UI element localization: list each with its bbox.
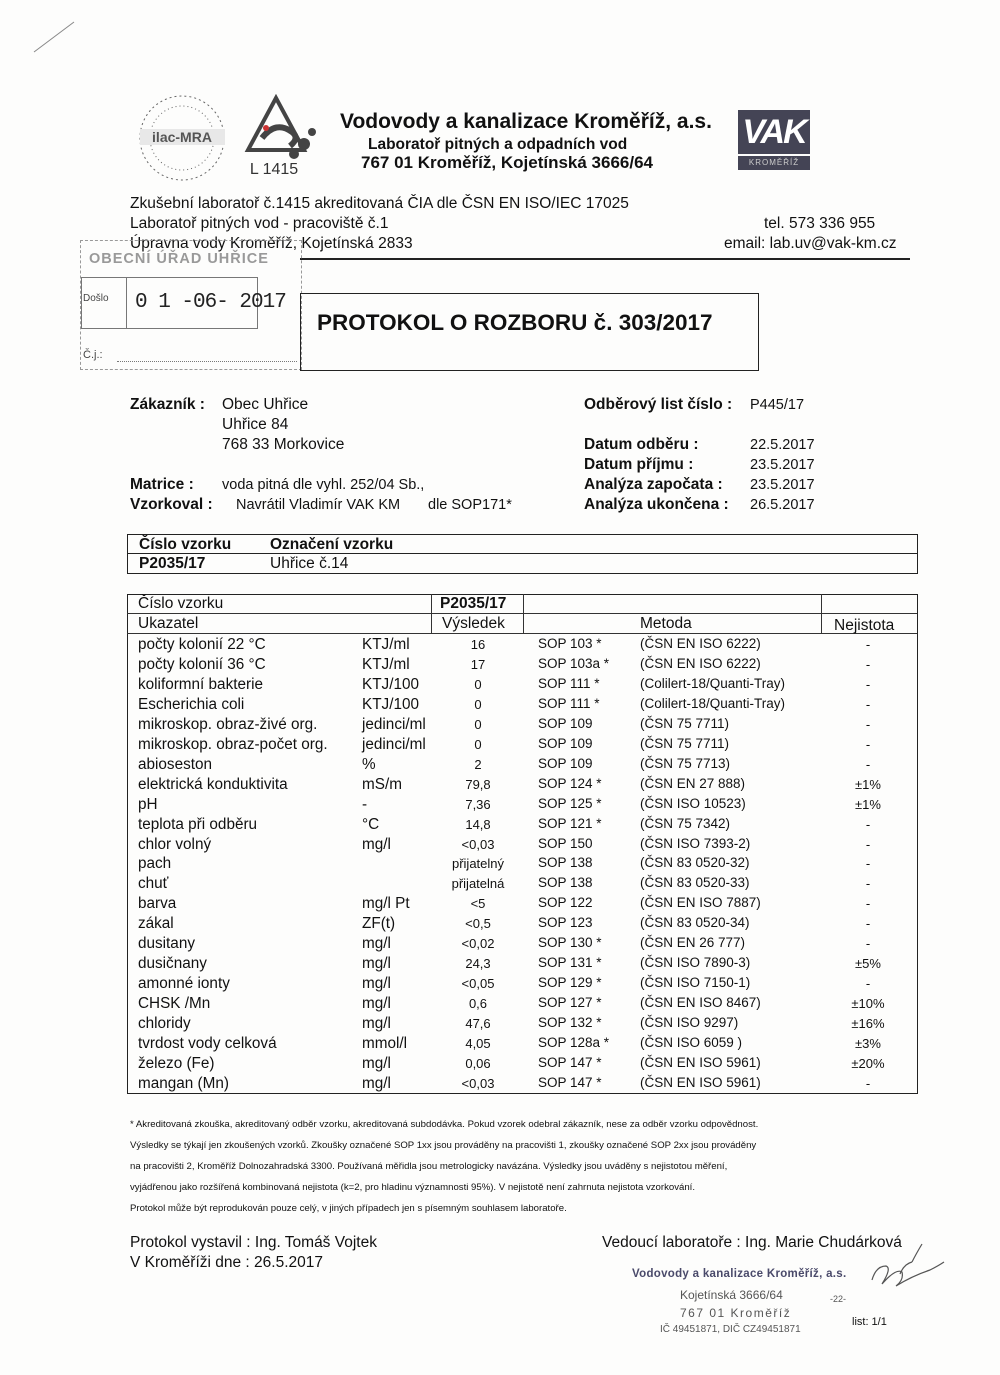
indicator-unit: mg/l — [362, 975, 391, 993]
method-standard: (ČSN EN 26 777) — [640, 935, 746, 951]
received-stamp — [80, 240, 302, 370]
method-sop: SOP 127 * — [538, 995, 602, 1011]
footnotes — [130, 1114, 910, 1219]
method-standard: (ČSN EN 27 888) — [640, 775, 746, 791]
table-row — [127, 794, 917, 814]
ilac-mra-logo — [130, 92, 235, 184]
result-value: <5 — [470, 896, 486, 912]
table-row — [127, 913, 917, 933]
company-address: 767 01 Kroměříž, Kojetínská 3666/64 — [361, 153, 653, 172]
lab-head: Vedoucí laboratoře : Ing. Marie Chudárková — [602, 1234, 902, 1251]
issued-at: V Kroměříži dne : 26.5.2017 — [130, 1254, 324, 1271]
result-value: 17 — [470, 656, 486, 672]
result-header: Výsledek — [442, 615, 505, 632]
table-row — [127, 973, 917, 993]
indicator-name: barva — [138, 895, 177, 913]
table-row — [127, 1033, 917, 1053]
indicator-unit: KTJ/ml — [362, 655, 410, 673]
result-value: 16 — [470, 637, 486, 652]
indicator-unit: jedinci/ml — [362, 735, 426, 753]
table-row — [127, 1013, 917, 1033]
analysis-start-value: 23.5.2017 — [750, 477, 815, 493]
ref-label: Č.j.: — [83, 349, 103, 361]
method-standard: (ČSN 83 0520-34) — [640, 915, 750, 931]
vak-logo — [738, 110, 810, 172]
lab-phone: tel. 573 336 955 — [764, 215, 876, 232]
indicator-name: CHSK /Mn — [138, 995, 211, 1013]
matrix-value: voda pitná dle vyhl. 252/04 Sb., — [222, 477, 425, 493]
indicator-name: elektrická konduktivita — [138, 775, 288, 793]
sample-label-header: Označení vzorku — [270, 536, 394, 553]
sampling-date-value: 22.5.2017 — [750, 437, 815, 453]
method-standard: (ČSN ISO 7393-2) — [640, 835, 751, 851]
table-row — [127, 774, 917, 794]
method-sop: SOP 125 * — [538, 795, 602, 811]
method-sop: SOP 124 * — [538, 775, 602, 791]
method-sop: SOP 121 * — [538, 815, 602, 831]
indicator-unit: mg/l — [362, 935, 391, 953]
method-sop: SOP 109 — [538, 755, 593, 771]
analysis-end-label: Analýza ukončena : — [584, 496, 729, 513]
company-name: Vodovody a kanalizace Kroměříž, a.s. — [340, 110, 712, 133]
method-sop: SOP 111 * — [538, 675, 600, 691]
sampled-by-label: Vzorkoval : — [130, 496, 213, 513]
table-row — [127, 814, 917, 834]
accreditation-logo — [236, 94, 336, 180]
table-row — [127, 654, 917, 674]
method-sop: SOP 150 — [538, 835, 593, 851]
pen-mark — [30, 18, 80, 58]
table-row — [127, 853, 917, 873]
method-sop: SOP 131 * — [538, 955, 602, 971]
sample-label: Uhřice č.14 — [270, 555, 349, 572]
ilac-logo-text: ilac-MRA — [152, 129, 212, 145]
uncertainty-value: - — [865, 656, 871, 672]
table-row — [127, 834, 917, 854]
uncertainty-value: - — [865, 736, 871, 752]
method-standard: (ČSN EN ISO 6222) — [640, 636, 761, 651]
footnote-line: Výsledky se týkají jen zkoušených vzorků. Zkoušky označené SOP 1xx jsou prováděny na pracovišti 1, zkoušky označené SOP 2xx jsou prováděny — [130, 1140, 757, 1151]
protocol-title: PROTOKOL O ROZBORU č. 303/2017 — [317, 310, 713, 335]
method-sop: SOP 123 — [538, 915, 593, 931]
indicator-name: amonné ionty — [138, 975, 230, 993]
method-standard: (ČSN ISO 6059 ) — [640, 1035, 743, 1050]
table-row — [127, 634, 917, 654]
table-row — [127, 953, 917, 973]
protocol-title-box — [300, 293, 759, 371]
sampling-sheet-value: P445/17 — [750, 397, 805, 413]
method-sop: SOP 130 * — [538, 935, 602, 951]
result-value: <0,03 — [461, 1075, 495, 1091]
uncertainty-value: ±1% — [855, 796, 881, 812]
method-standard: (ČSN 83 0520-32) — [640, 855, 750, 871]
footnote-line: Protokol může být reprodukován pouze celý, v jiných případech jen s písemným souhlasem laboratoře. — [130, 1203, 567, 1214]
office-name: OBECNÍ ÚŘAD UHŘICE — [89, 251, 269, 267]
result-value: 7,36 — [465, 796, 491, 812]
sampled-by-value: Navrátil Vladimír VAK KM — [236, 497, 401, 513]
receipt-date-value: 23.5.2017 — [750, 457, 815, 473]
lab-email: email: lab.uv@vak-km.cz — [724, 235, 897, 252]
indicator-name: dusičnany — [138, 955, 207, 973]
result-value: <0,05 — [461, 976, 495, 992]
uncertainty-value: ±1% — [855, 776, 881, 792]
method-standard: (ČSN EN ISO 5961) — [640, 1074, 761, 1090]
table-row — [127, 754, 917, 774]
method-sop: SOP 122 — [538, 895, 593, 911]
matrix-label: Matrice : — [130, 476, 194, 493]
indicator-unit: mg/l — [362, 1054, 391, 1072]
method-standard: (ČSN 83 0520-33) — [640, 875, 750, 891]
lab-name: Laboratoř pitných a odpadních vod — [368, 136, 628, 153]
table-row — [127, 1053, 917, 1073]
page-number: list: 1/1 — [852, 1316, 887, 1328]
sample-box — [127, 534, 918, 574]
customer-label: Zákazník : — [130, 396, 205, 413]
indicator-unit: KTJ/ml — [362, 636, 410, 653]
result-value: 0 — [474, 736, 482, 752]
company-stamp-line4: IČ 49451871, DIČ CZ49451871 — [660, 1324, 801, 1335]
sample-number-header: Číslo vzorku — [139, 536, 232, 553]
indicator-unit: mS/m — [362, 775, 402, 793]
result-value: 4,05 — [465, 1036, 491, 1051]
indicator-name: Escherichia coli — [138, 695, 245, 713]
uncertainty-value: - — [865, 696, 871, 712]
method-standard: (ČSN 75 7713) — [640, 755, 731, 771]
indicator-name: teplota při odběru — [138, 815, 258, 833]
method-sop: SOP 138 — [538, 875, 593, 891]
method-sop: SOP 147 * — [538, 1054, 602, 1070]
result-value: 47,6 — [465, 1016, 491, 1032]
company-stamp-code: -22- — [830, 1294, 847, 1304]
lab-accreditation-line: Zkušební laboratoř č.1415 akreditovaná ČIA dle ČSN EN ISO/IEC 17025 — [130, 195, 629, 212]
uncertainty-value: - — [865, 756, 871, 772]
result-value: přijatelná — [451, 876, 505, 892]
indicator-name: chlor volný — [138, 835, 212, 853]
issued-by: Protokol vystavil : Ing. Tomáš Vojtek — [130, 1234, 377, 1251]
indicator-unit: mmol/l — [362, 1035, 408, 1052]
accreditation-mark-text: L 1415 — [249, 161, 299, 178]
uncertainty-value: ±16% — [851, 1016, 885, 1032]
indicator-name: dusitany — [138, 935, 195, 953]
sampling-sheet-label: Odběrový list číslo : — [584, 396, 733, 413]
method-sop: SOP 147 * — [538, 1074, 602, 1090]
method-standard: (Colilert-18/Quanti-Tray) — [640, 675, 786, 691]
receipt-date-label: Datum příjmu : — [584, 456, 694, 473]
results-sample-number: P2035/17 — [440, 595, 507, 612]
method-sop: SOP 109 — [538, 735, 593, 751]
method-sop: SOP 109 — [538, 715, 593, 731]
sampled-by-sop: dle SOP171* — [428, 497, 512, 513]
indicator-name: chloridy — [138, 1015, 191, 1033]
indicator-header: Ukazatel — [138, 615, 199, 632]
uncertainty-header: Nejistota — [834, 617, 895, 634]
indicator-name: počty kolonií 36 °C — [138, 655, 266, 673]
result-value: 0 — [474, 676, 482, 692]
customer-name: Obec Uhřice — [222, 396, 309, 413]
indicator-unit: KTJ/100 — [362, 675, 419, 693]
customer-street: Uhřice 84 — [222, 416, 289, 433]
header-divider — [300, 258, 910, 260]
lab-workplace-line: Laboratoř pitných vod - pracoviště č.1 — [130, 215, 389, 232]
lab-address-line: Úpravna vody Kroměříž, Kojetínská 2833 — [130, 235, 413, 252]
result-value: 0 — [474, 716, 482, 732]
method-header: Metoda — [640, 615, 692, 632]
table-row — [127, 873, 917, 893]
method-sop: SOP 128a * — [538, 1035, 610, 1050]
indicator-unit: mg/l — [362, 1015, 391, 1033]
method-sop: SOP 111 * — [538, 695, 600, 711]
uncertainty-value: - — [865, 976, 871, 992]
indicator-unit: KTJ/100 — [362, 695, 419, 713]
footnote-line: * Akreditovaná zkouška, akreditovaný odběr vzorku, akreditovaná subdodávka. Pokud vzorek odebral zákazník, nese za odběr vzorku odpovědnost. — [130, 1119, 759, 1130]
analysis-end-value: 26.5.2017 — [750, 497, 815, 513]
uncertainty-value: - — [865, 916, 871, 932]
uncertainty-value: - — [865, 1075, 871, 1091]
indicator-unit: ZF(t) — [362, 915, 396, 933]
method-standard: (ČSN ISO 7890-3) — [640, 955, 751, 971]
company-stamp-line3: 767 01 Kroměříž — [680, 1306, 792, 1320]
table-row — [127, 1073, 917, 1093]
table-row — [127, 694, 917, 714]
indicator-unit: - — [362, 795, 368, 813]
analysis-start-label: Analýza započata : — [584, 476, 723, 493]
received-date: 0 1 -06- 2017 — [135, 291, 286, 314]
method-standard: (ČSN EN ISO 8467) — [640, 995, 761, 1011]
result-value: 14,8 — [465, 816, 491, 832]
result-value: 79,8 — [465, 776, 491, 792]
indicator-name: mikroskop. obraz-počet org. — [138, 735, 328, 753]
footnote-line: na pracovišti 2, Kroměříž Dolnozahradská 3300. Používaná měřidla jsou metrologicky navázána. Výsledky jsou uváděny s nejistotou měření, — [130, 1161, 728, 1172]
indicator-name: zákal — [138, 915, 174, 933]
uncertainty-value: - — [865, 836, 871, 852]
method-sop: SOP 129 * — [538, 975, 602, 991]
indicator-unit: °C — [362, 815, 380, 833]
table-row — [127, 674, 917, 694]
result-value: 0,6 — [468, 996, 488, 1012]
result-value: <0,03 — [461, 836, 495, 852]
uncertainty-value: ±5% — [855, 956, 881, 972]
method-standard: (ČSN ISO 9297) — [640, 1015, 739, 1031]
uncertainty-value: - — [865, 716, 871, 732]
indicator-name: pach — [138, 855, 172, 873]
table-row — [127, 893, 917, 913]
indicator-unit: % — [362, 755, 376, 773]
method-standard: (ČSN ISO 7150-1) — [640, 975, 751, 991]
indicator-name: počty kolonií 22 °C — [138, 636, 266, 653]
indicator-name: tvrdost vody celková — [138, 1035, 277, 1052]
sampling-date-label: Datum odběru : — [584, 436, 699, 453]
results-sample-number-label: Číslo vzorku — [138, 595, 224, 612]
uncertainty-value: ±10% — [851, 996, 885, 1012]
result-value: přijatelný — [451, 856, 505, 872]
company-stamp-line2: Kojetínská 3666/64 — [680, 1288, 783, 1302]
indicator-name: železo (Fe) — [138, 1054, 215, 1072]
indicator-name: abioseston — [138, 755, 212, 773]
footnote-line: vyjádřenou jako rozšířená kombinovaná nejistota (k=2, pro hladinu významnosti 95%). V nejistotě není zahrnuta nejistota vzorkování. — [130, 1182, 696, 1193]
method-standard: (ČSN 75 7342) — [640, 815, 731, 831]
method-standard: (Colilert-18/Quanti-Tray) — [640, 695, 786, 711]
method-standard: (ČSN EN ISO 7887) — [640, 895, 761, 911]
indicator-name: mikroskop. obraz-živé org. — [138, 715, 318, 733]
method-sop: SOP 103a * — [538, 655, 610, 671]
indicator-name: mangan (Mn) — [138, 1074, 229, 1092]
uncertainty-value: - — [865, 637, 871, 652]
uncertainty-value: - — [865, 896, 871, 912]
uncertainty-value: - — [865, 856, 871, 872]
vak-logo-text: VAK — [738, 110, 810, 154]
uncertainty-value: - — [865, 676, 871, 692]
company-stamp-line1: Vodovody a kanalizace Kroměříž, a.s. — [632, 1268, 847, 1280]
result-value: 0,06 — [465, 1055, 491, 1071]
uncertainty-value: - — [865, 816, 871, 832]
indicator-unit: jedinci/ml — [362, 715, 426, 733]
customer-city: 768 33 Morkovice — [222, 436, 345, 453]
result-value: 24,3 — [465, 956, 491, 972]
method-standard: (ČSN EN ISO 6222) — [640, 655, 761, 671]
indicator-unit: mg/l — [362, 995, 391, 1013]
table-row — [127, 734, 917, 754]
indicator-unit: mg/l — [362, 1074, 391, 1092]
method-sop: SOP 132 * — [538, 1015, 602, 1031]
method-sop: SOP 103 * — [538, 636, 602, 651]
indicator-name: pH — [138, 795, 158, 813]
indicator-unit: mg/l — [362, 835, 391, 853]
uncertainty-value: ±20% — [851, 1055, 885, 1071]
result-value: 0 — [474, 696, 482, 712]
result-value: 2 — [474, 756, 482, 772]
sample-number: P2035/17 — [139, 555, 206, 572]
handwritten-signature — [852, 1240, 952, 1300]
uncertainty-value: ±3% — [855, 1036, 881, 1051]
result-value: <0,02 — [461, 936, 495, 952]
table-row — [127, 933, 917, 953]
table-row — [127, 993, 917, 1013]
indicator-name: koliformní bakterie — [138, 675, 263, 693]
uncertainty-value: - — [865, 876, 871, 892]
method-sop: SOP 138 — [538, 855, 593, 871]
received-label: Došlo — [83, 293, 109, 304]
method-standard: (ČSN 75 7711) — [640, 735, 730, 751]
indicator-name: chuť — [138, 875, 169, 893]
indicator-unit: mg/l Pt — [362, 895, 410, 913]
uncertainty-value: - — [865, 936, 871, 952]
method-standard: (ČSN 75 7711) — [640, 715, 730, 731]
indicator-unit: mg/l — [362, 955, 391, 973]
method-standard: (ČSN EN ISO 5961) — [640, 1054, 761, 1070]
vak-logo-subtext: KROMĚŘÍŽ — [738, 156, 810, 170]
method-standard: (ČSN ISO 10523) — [640, 795, 746, 811]
result-value: <0,5 — [465, 916, 491, 932]
table-row — [127, 714, 917, 734]
